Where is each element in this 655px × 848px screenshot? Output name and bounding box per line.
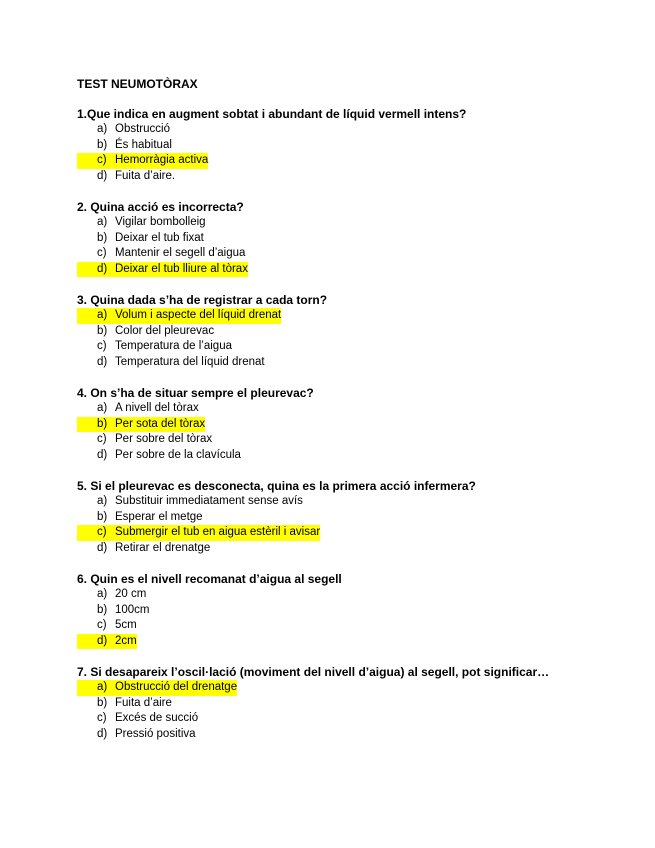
option-content	[77, 696, 172, 712]
option-text: Submergir el tub en aigua estèril i avisar	[115, 526, 321, 539]
option-content	[77, 153, 208, 169]
question-6	[77, 572, 637, 665]
option-text: Per sobre del tòrax	[115, 433, 213, 446]
answer-option	[77, 122, 637, 138]
option-letter: b)	[97, 324, 108, 337]
answer-option	[77, 215, 637, 231]
option-text: Volum i aspecte del líquid drenat	[115, 309, 282, 321]
option-text: Esperar el metge	[115, 510, 203, 523]
answer-option	[77, 587, 637, 603]
option-content	[77, 122, 170, 138]
option-letter: d)	[97, 727, 108, 740]
answer-option	[77, 618, 637, 634]
answer-option-highlighted	[77, 634, 637, 650]
answer-option-highlighted	[77, 525, 637, 541]
answer-option	[77, 727, 637, 743]
option-content	[77, 587, 146, 603]
option-content	[77, 339, 232, 355]
answer-option	[77, 339, 637, 355]
option-list	[77, 587, 637, 649]
answer-option	[77, 603, 637, 619]
option-letter: c)	[97, 433, 107, 446]
option-letter: b)	[97, 417, 108, 430]
option-content	[77, 324, 214, 340]
answer-option	[77, 246, 637, 262]
option-content	[77, 308, 281, 324]
answer-option	[77, 324, 637, 340]
option-content	[77, 603, 150, 619]
answer-option-highlighted	[77, 417, 637, 433]
answer-option	[77, 169, 637, 185]
option-letter: d)	[97, 262, 108, 275]
option-text: 100cm	[115, 603, 150, 616]
option-letter: c)	[97, 526, 107, 539]
option-text: Pressió positiva	[115, 727, 196, 740]
question-3	[77, 293, 637, 386]
question-4	[77, 386, 637, 479]
option-content	[77, 231, 204, 247]
option-content	[77, 417, 205, 433]
answer-option	[77, 231, 637, 247]
option-text: Per sota del tòrax	[115, 417, 206, 430]
option-content	[77, 401, 199, 417]
option-text: A nivell del tòrax	[115, 402, 199, 414]
question-text: 3. Quina dada s’ha de registrar a cada torn?	[77, 293, 328, 307]
option-letter: d)	[97, 448, 108, 461]
option-content	[77, 510, 203, 526]
option-content	[77, 634, 137, 650]
question-7	[77, 665, 637, 758]
document-title: TEST NEUMOTÒRAX	[77, 77, 198, 91]
option-content	[77, 541, 210, 557]
option-letter: d)	[97, 634, 108, 647]
option-content	[77, 138, 172, 154]
option-content	[77, 525, 320, 541]
option-content	[77, 494, 303, 510]
answer-option-highlighted	[77, 308, 637, 324]
option-letter: d)	[97, 169, 108, 182]
option-text: Retirar el drenatge	[115, 541, 211, 554]
option-letter: a)	[97, 402, 108, 414]
option-list	[77, 494, 637, 556]
option-letter: b)	[97, 510, 108, 523]
option-text: Excés de succió	[115, 712, 199, 725]
question-text: 5. Si el pleurevac es desconecta, quina es la primera acció infermera?	[77, 479, 476, 493]
option-text: Substituir immediatament sense avís	[115, 495, 303, 507]
question-1	[77, 107, 637, 200]
answer-option	[77, 355, 637, 371]
option-text: Color del pleurevac	[115, 324, 215, 337]
option-letter: a)	[97, 588, 108, 600]
option-letter: a)	[97, 123, 108, 135]
option-letter: a)	[97, 495, 108, 507]
option-list	[77, 680, 637, 742]
option-letter: b)	[97, 231, 108, 244]
answer-option	[77, 541, 637, 557]
question-text: 1.Que indica en augment sobtat i abundant de líquid vermell intens?	[77, 107, 467, 121]
option-content	[77, 448, 241, 464]
option-list	[77, 215, 637, 277]
option-letter: c)	[97, 154, 107, 167]
option-list	[77, 122, 637, 184]
question-list	[77, 107, 637, 758]
option-text: Obstrucció del drenatge	[115, 681, 238, 693]
option-text: És habitual	[115, 138, 172, 151]
answer-option	[77, 138, 637, 154]
option-letter: a)	[97, 216, 108, 228]
option-content	[77, 355, 265, 371]
answer-option	[77, 711, 637, 727]
question-text: 7. Si desapareix l’oscil·lació (moviment del nivell d’aigua) al segell, pot significar…	[77, 665, 550, 679]
option-content	[77, 432, 212, 448]
answer-option	[77, 401, 637, 417]
option-list	[77, 308, 637, 370]
answer-option-highlighted	[77, 680, 637, 696]
option-content	[77, 680, 237, 696]
option-list	[77, 401, 637, 463]
question-text: 6. Quin es el nivell recomanat d’aigua al segell	[77, 572, 342, 586]
option-content	[77, 262, 248, 278]
question-text: 4. On s’ha de situar sempre el pleurevac?	[77, 386, 314, 400]
answer-option-highlighted	[77, 262, 637, 278]
option-letter: b)	[97, 696, 108, 709]
option-text: Temperatura de l’aigua	[115, 340, 232, 353]
answer-option	[77, 448, 637, 464]
option-text: Temperatura del líquid drenat	[115, 355, 265, 368]
option-text: 20 cm	[115, 588, 147, 600]
option-text: Deixar el tub lliure al tòrax	[115, 262, 248, 275]
option-text: Mantenir el segell d’aigua	[115, 247, 246, 260]
answer-option	[77, 510, 637, 526]
question-5	[77, 479, 637, 572]
option-letter: b)	[97, 138, 108, 151]
option-content	[77, 215, 206, 231]
option-letter: a)	[97, 309, 108, 321]
answer-option	[77, 432, 637, 448]
option-text: Deixar el tub fixat	[115, 231, 204, 244]
question-text: 2. Quina acció es incorrecta?	[77, 200, 244, 214]
option-text: 5cm	[115, 619, 137, 632]
question-2	[77, 200, 637, 293]
answer-option	[77, 696, 637, 712]
option-letter: d)	[97, 541, 108, 554]
option-text: Per sobre de la clavícula	[115, 448, 241, 461]
option-content	[77, 169, 175, 185]
option-letter: b)	[97, 603, 108, 616]
option-text: Fuita d’aire.	[115, 169, 176, 182]
answer-option-highlighted	[77, 153, 637, 169]
option-letter: c)	[97, 340, 107, 353]
option-content	[77, 246, 245, 262]
option-content	[77, 711, 198, 727]
answer-option	[77, 494, 637, 510]
option-text: 2cm	[115, 634, 137, 647]
option-content	[77, 727, 196, 743]
option-letter: d)	[97, 355, 108, 368]
option-text: Obstrucció	[115, 123, 170, 135]
option-text: Hemorràgia activa	[115, 154, 209, 167]
option-content	[77, 618, 137, 634]
option-text: Fuita d’aire	[115, 696, 172, 709]
option-letter: c)	[97, 247, 107, 260]
option-text: Vigilar bombolleig	[115, 216, 206, 228]
option-letter: a)	[97, 681, 108, 693]
option-letter: c)	[97, 712, 107, 725]
option-letter: c)	[97, 619, 107, 632]
